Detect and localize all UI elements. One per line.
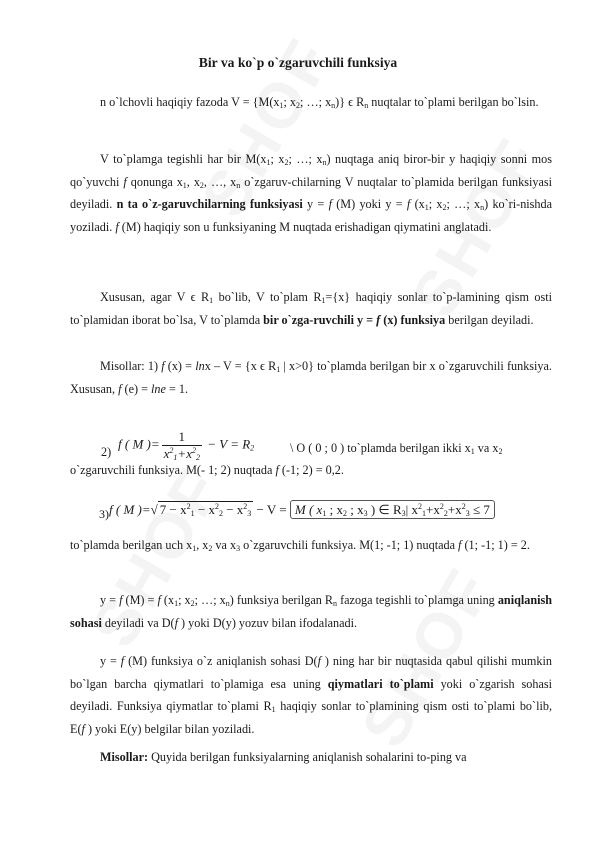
paragraph-domain-definition: y = f (M) = f ($x_1$; $x_2$; …; $x_n$) funksiya berilgan $R_n$ fazoga tegishli to`plamga uning aniqlanish sohasi deyiladi va D(f ) yoki D(y) yozuv bilan ifodalanadi. [70,593,553,630]
paragraph-single-variable: Xususan, agar V ϵ $R_1$ bo`lib, V to`plam $R_1=\{x\}$ haqiqiy sonlar to`p-lamining qism osti to`plamidan iborat bo`lsa, V to`plamda bir o`zga-ruvchili y = f (x) funksiya berilgan deyiladi. [70,290,553,327]
paragraph-function-definition: V to`plamga tegishli har bir $M(x_1$; $x_2$; …; $x_n$) nuqtaga aniq biror-bir y haqiqiy sonni mos qo`yuvchi f qonunga $x_1$, $x_2$, …, $x_n$ o`zgaruv-chilarning V nuqtalar to`plamida berilgan funksiyasi deyiladi. n ta o`z-garuvchilarning funksiyasi y = f (M) yoki y = f ($x_1$; $x_2$; …; $x_n$) ko`ri-nishda yoziladi. f (M) haqiqiy son u funksiyaning M nuqtada erishadigan qiymatini anglatadi. [70,152,553,234]
set-notation: M ( $x_1$ ; $x_2$ ; $x_3$ ) ∈ $R_3|$ $x^2_1+x^2_2+x^2_3 \le 7$ [290,500,495,519]
paragraph-examples-1: Misollar: 1) f (x) = lnx – V = {x ϵ $R_1$ | x>0} to`plamda berilgan bir x o`zgaruvchili funksiya. Xususan, f (e) = lne = 1. [70,359,552,396]
paragraph-example-3-text: to`plamda berilgan uch $x_1$, $x_2$ va $x_3$ o`zgaruvchili funksiya. M(1; -1; 1) nuqtada f (1; -1; 1) = 2. [70,538,530,553]
example-2-label: 2) [101,445,112,459]
page-title: Bir va ko`p o`zgaruvchili funksiya [198,55,398,70]
paragraph-examples-2: Misollar: Quyida berilgan funksiyalarning aniqlanish sohalarini to-ping va [100,750,467,764]
example-2-text: \ O ( 0 ; 0 ) to`plamda berilgan ikki $x_1$ va $x_2$ [290,441,503,456]
example-2-continuation: o`zgaruvchili funksiya. M(- 1; 2) nuqtada f (-1; 2) = 0,2. [70,463,344,477]
formula-example-3: 3)f ( M )=√ $7 - x^2_1 - x^2_2 - x^2_3 - V = M$ ( $x_1$ ; $x_2$ ; $x_3$ ) ∈ $R_3|$ $x^2_1+x^2_2+x^2_3 \le 7$ [99,502,495,522]
formula-example-2: f ( M )= $\frac{1}{x^2_1+x^2_2}$ − $V = R_2$ [118,429,255,462]
fraction: $\frac{1}{x^2_1+x^2_2}$ [163,429,200,462]
paragraph-range-definition: y = f (M) funksiya o`z aniqlanish sohasi D(f ) ning har bir nuqtasida qabul qilishi mumkin bo`lgan barcha qiymatlari to`plamiga esa uning qiymatlari to`plami yoki o`zgarish sohasi deyiladi. Funksiya qiymatlar to`plami $R_1$ haqiqiy sonlar to`plamining qism osti to`plami bo`lib, E(f ) yoki E(y) belgilar bilan yoziladi. [70,654,552,736]
paragraph-space-definition: n o`lchovli haqiqiy fazoda $V = \{M(x_1$; $x_2$; …; $x_n$)} ϵ $R_n$ nuqtalar to`plami berilgan bo`lsin. [100,95,539,110]
